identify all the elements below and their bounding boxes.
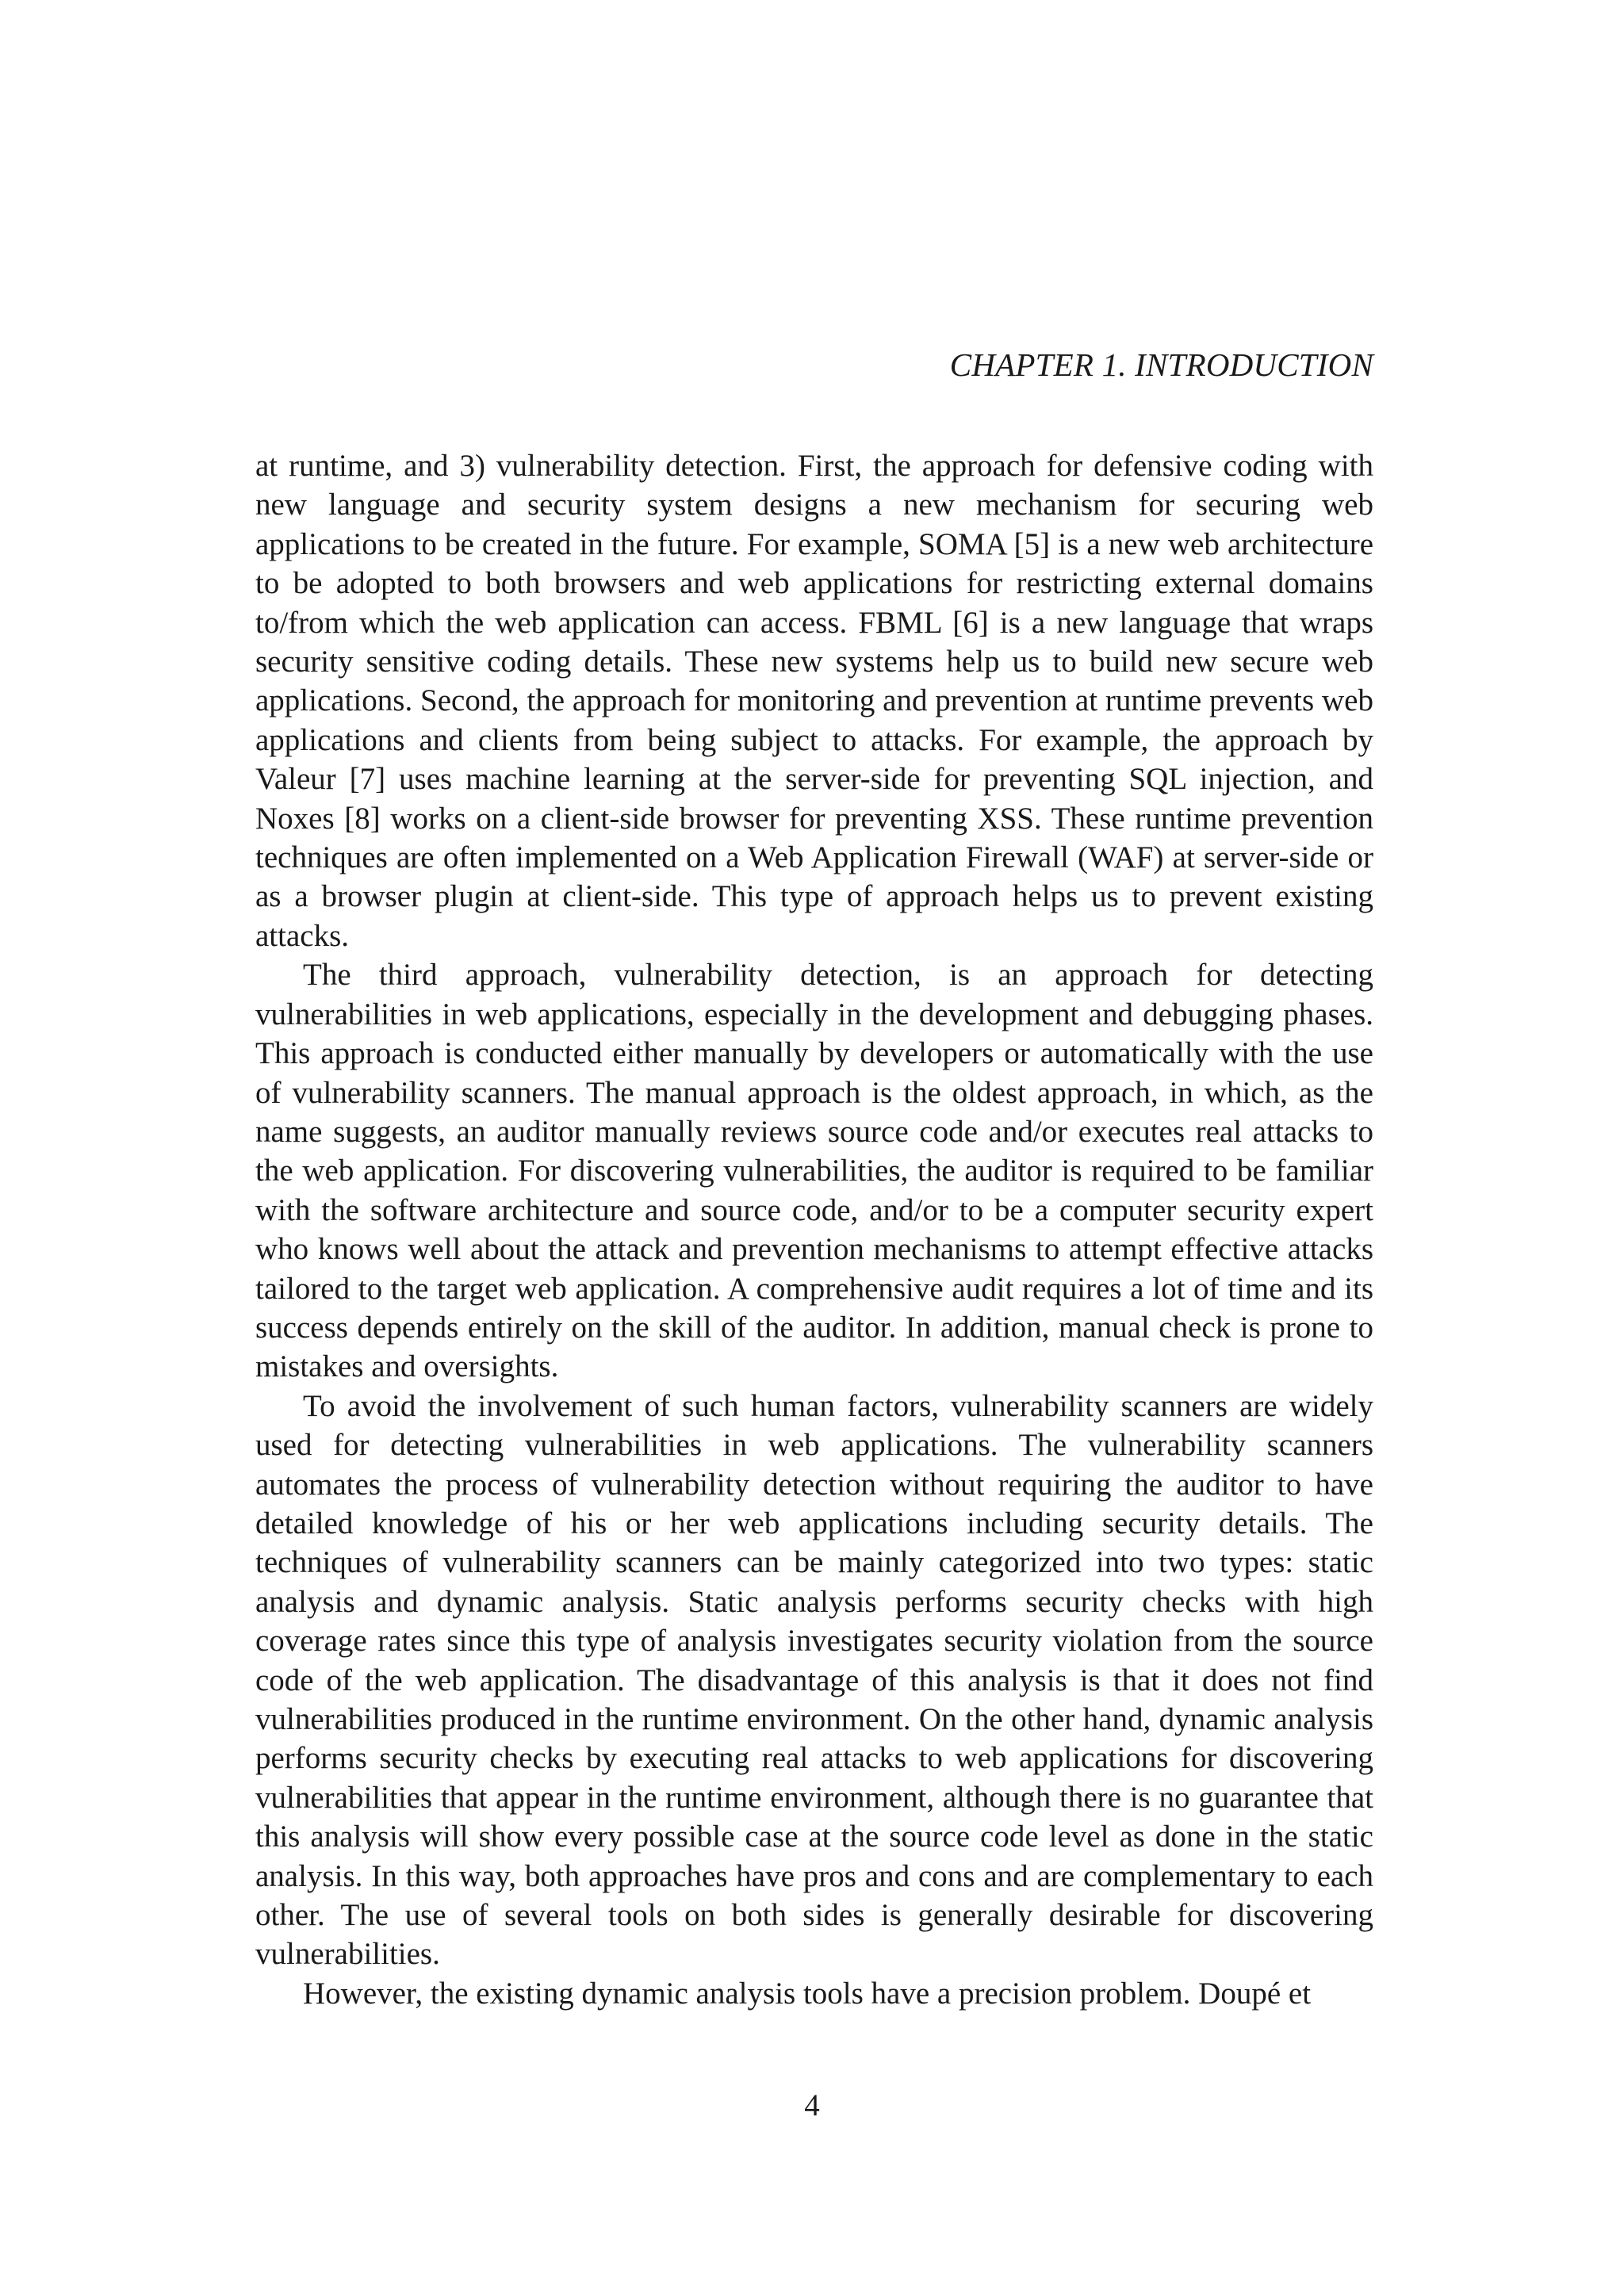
page-number: 4: [804, 2088, 820, 2122]
body-text: [255, 446, 1373, 2013]
paragraph-1: at runtime, and 3) vulnerability detection. First, the approach for defensive coding with new language and security system designs a new mechanism for securing web applications to be created in the future. For example, SOMA [5] is a new web architecture to be adopted to both browsers and web applications for restricting external domains to/from which the web application can access. FBML [6] is a new language that wraps security sensitive coding details. These new systems help us to build new secure web applications. Second, the approach for monitoring and prevention at runtime prevents web applications and clients from being subject to attacks. For example, the approach by Valeur [7] uses machine learning at the server-side for preventing SQL injection, and Noxes [8] works on a client-side browser for preventing XSS. These runtime prevention techniques are often implemented on a Web Application Firewall (WAF) at server-side or as a browser plugin at client-side. This type of approach helps us to prevent existing attacks.: [255, 449, 1373, 953]
running-head: CHAPTER 1. INTRODUCTION: [949, 346, 1373, 383]
paragraph-3: To avoid the involvement of such human factors, vulnerability scanners are widely used for detecting vulnerabilities in web applications. The vulnerability scanners automates the process of vulnerability detection without requiring the auditor to have detailed knowledge of his or her web applications including security details. The techniques of vulnerability scanners can be mainly categorized into two types: static analysis and dynamic analysis. Static analysis performs security checks with high coverage rates since this type of analysis investigates security violation from the source code of the web application. The disadvantage of this analysis is that it does not find vulnerabilities produced in the runtime environment. On the other hand, dynamic analysis performs security checks by executing real attacks to web applications for discovering vulnerabilities that appear in the runtime environment, although there is no guarantee that this analysis will show every possible case at the source code level as done in the static analysis. In this way, both approaches have pros and cons and are complementary to each other. The use of several tools on both sides is generally desirable for discovering vulnerabilities.: [255, 1388, 1373, 1972]
paragraph-4: However, the existing dynamic analysis tools have a precision problem. Doupé et: [303, 1976, 1312, 2011]
paragraph-2: The third approach, vulnerability detection, is an approach for detecting vulnerabilities in web applications, especially in the development and debugging phases. This approach is conducted either manually by developers or automatically with the use of vulnerability scanners. The manual approach is the oldest approach, in which, as the name suggests, an auditor manually reviews source code and/or executes real attacks to the web application. For discovering vulnerabilities, the auditor is required to be familiar with the software architecture and source code, and/or to be a computer security expert who knows well about the attack and prevention mechanisms to attempt effective attacks tailored to the target web application. A comprehensive audit requires a lot of time and its success depends entirely on the skill of the auditor. In addition, manual check is prone to mistakes and oversights.: [255, 958, 1373, 1384]
